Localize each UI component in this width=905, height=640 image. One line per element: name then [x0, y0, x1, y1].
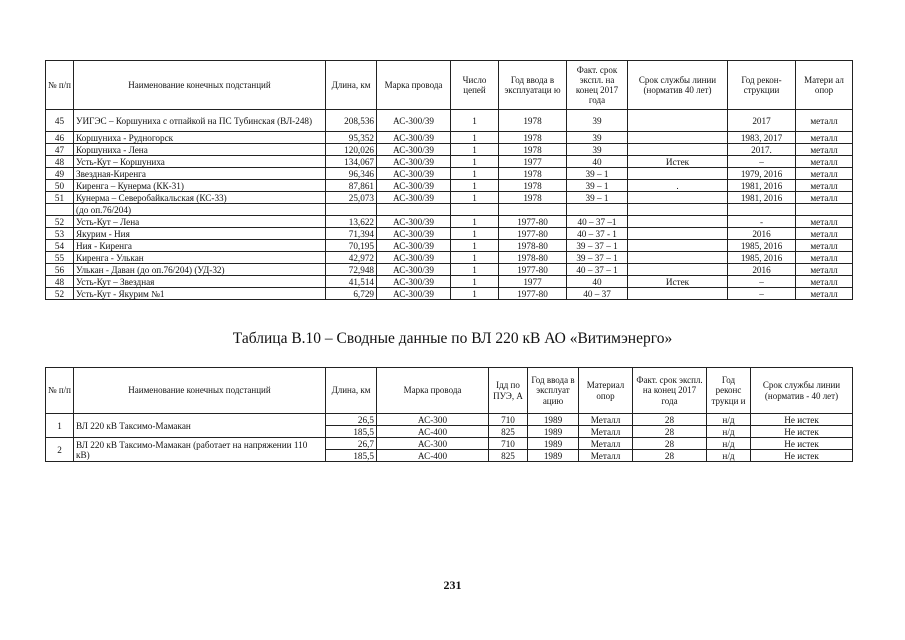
header-cell: Наименование конечных подстанций — [74, 368, 326, 414]
table-cell: 825 — [489, 426, 528, 438]
table-cell: металл — [796, 180, 853, 192]
table-cell: 52 — [46, 216, 74, 228]
table-cell: 28 — [633, 450, 707, 462]
table-caption: Таблица В.10 – Сводные данные по ВЛ 220 кВ АО «Витимэнерго» — [232, 330, 673, 347]
table-cell: металл — [796, 252, 853, 264]
table-cell: металл — [796, 228, 853, 240]
table-cell — [628, 216, 728, 228]
table-cell — [628, 168, 728, 180]
table-cell: 1981, 2016 — [728, 180, 796, 192]
table-cell: 13,622 — [326, 216, 377, 228]
table-cell: 28 — [633, 438, 707, 450]
table-cell: 40 – 37 –1 — [567, 216, 628, 228]
table-cell: АС-300/39 — [377, 240, 451, 252]
table-row — [46, 168, 853, 180]
table-cell: 96,346 — [326, 168, 377, 180]
table-cell: 1985, 2016 — [728, 240, 796, 252]
table-cell: 1978-80 — [499, 252, 567, 264]
table-cell: 1977-80 — [499, 228, 567, 240]
table-cell — [628, 204, 728, 216]
table-cell: АС-300/39 — [377, 216, 451, 228]
table-cell: 1978 — [499, 144, 567, 156]
table-cell: 185,5 — [326, 450, 377, 462]
table-cell: 39 – 37 – 1 — [567, 252, 628, 264]
table-cell: АС-300/39 — [377, 264, 451, 276]
table-cell: 40 – 37 - 1 — [567, 228, 628, 240]
table-cell: Истек — [628, 276, 728, 288]
table-cell: н/д — [707, 426, 751, 438]
table-cell: 46 — [46, 132, 74, 144]
table-cell — [796, 204, 853, 216]
table-cell: 1 — [451, 144, 499, 156]
table-cell: АС-300/39 — [377, 288, 451, 300]
table-cell: Коршуниха - Рудногорск — [74, 132, 326, 144]
header-cell: Факт. срок экспл. на конец 2017 года — [567, 61, 628, 110]
table-cell — [628, 132, 728, 144]
table-cell: Металл — [579, 426, 633, 438]
table-cell: 1 — [451, 180, 499, 192]
table-cell: АС-400 — [377, 450, 489, 462]
table-cell: Усть-Кут – Звездная — [74, 276, 326, 288]
table-row — [46, 438, 853, 450]
table-cell: АС-300/39 — [377, 110, 451, 132]
table-cell: металл — [796, 240, 853, 252]
table-cell: металл — [796, 288, 853, 300]
table-row — [46, 192, 853, 204]
table-cell: 1977-80 — [499, 288, 567, 300]
table-cell: 2017 — [728, 110, 796, 132]
table-cell — [326, 204, 377, 216]
table-cell: 1 — [451, 288, 499, 300]
table-cell: 1 — [451, 216, 499, 228]
table-cell: 54 — [46, 240, 74, 252]
row-number: 2 — [46, 438, 74, 462]
lines-table-2 — [45, 367, 853, 462]
table-cell: 1977-80 — [499, 216, 567, 228]
header-cell: Матери ал опор — [796, 61, 853, 110]
table-row — [46, 204, 853, 216]
table-cell: 185,5 — [326, 426, 377, 438]
table-row — [46, 414, 853, 426]
table-cell: 28 — [633, 426, 707, 438]
table-cell: АС-300/39 — [377, 252, 451, 264]
table-cell: 51 — [46, 192, 74, 204]
header-cell: Год рекон- струкции — [728, 61, 796, 110]
header-cell: Число цепей — [451, 61, 499, 110]
table-cell: 208,536 — [326, 110, 377, 132]
table-cell: АС-400 — [377, 426, 489, 438]
header-cell: Год ввода в эксплуатаци ю — [499, 61, 567, 110]
table-cell: 70,195 — [326, 240, 377, 252]
table-cell: 39 — [567, 110, 628, 132]
table-cell: 1985, 2016 — [728, 252, 796, 264]
table-cell: 40 – 37 — [567, 288, 628, 300]
table-cell: 42,972 — [326, 252, 377, 264]
header-cell: Материал опор — [579, 368, 633, 414]
table-cell: 47 — [46, 144, 74, 156]
table-cell: 1 — [451, 168, 499, 180]
table-cell: 25,073 — [326, 192, 377, 204]
table-cell: 49 — [46, 168, 74, 180]
table-row — [46, 240, 853, 252]
table-cell: . — [628, 180, 728, 192]
table-cell: 48 — [46, 276, 74, 288]
table-cell: 1 — [451, 110, 499, 132]
table-cell: 39 – 1 — [567, 192, 628, 204]
lines-table-1 — [45, 60, 853, 300]
table-cell: Металл — [579, 450, 633, 462]
table-cell: 2016 — [728, 228, 796, 240]
table-cell: 1979, 2016 — [728, 168, 796, 180]
table-cell: металл — [796, 144, 853, 156]
header-cell: Iдд по ПУЭ, А — [489, 368, 528, 414]
table-cell: 72,948 — [326, 264, 377, 276]
table-cell: 1 — [451, 132, 499, 144]
table-cell: Кунерма – Северобайкальская (КС-33) — [74, 192, 326, 204]
table-cell: 1 — [451, 276, 499, 288]
table-cell: металл — [796, 276, 853, 288]
table-cell: – — [728, 276, 796, 288]
table-header-row — [46, 61, 853, 110]
table-cell: Улькан - Даван (до оп.76/204) (УД-32) — [74, 264, 326, 276]
table-cell: 28 — [633, 414, 707, 426]
table-cell — [628, 240, 728, 252]
line-name: ВЛ 220 кВ Таксимо-Мамакан — [74, 414, 326, 438]
table-cell: 1977 — [499, 276, 567, 288]
table-cell: 39 – 1 — [567, 168, 628, 180]
table-cell: 48 — [46, 156, 74, 168]
table-cell: Металл — [579, 438, 633, 450]
table-cell: 1978 — [499, 192, 567, 204]
table-row — [46, 144, 853, 156]
header-cell: Наименование конечных подстанций — [74, 61, 326, 110]
table-cell: 1 — [451, 264, 499, 276]
header-cell: Год реконс трукци и — [707, 368, 751, 414]
table-cell: 40 – 37 – 1 — [567, 264, 628, 276]
table-cell: 1978 — [499, 168, 567, 180]
table-cell: 39 — [567, 132, 628, 144]
table-cell: 41,514 — [326, 276, 377, 288]
table-cell: Не истек — [751, 426, 853, 438]
table-row — [46, 276, 853, 288]
table-cell — [628, 264, 728, 276]
table-cell — [377, 204, 451, 216]
table-cell: металл — [796, 156, 853, 168]
table-cell: металл — [796, 192, 853, 204]
table-row — [46, 132, 853, 144]
table-cell: 6,729 — [326, 288, 377, 300]
table-cell: н/д — [707, 450, 751, 462]
table-cell: АС-300/39 — [377, 192, 451, 204]
table-row — [46, 252, 853, 264]
table-cell: 1981, 2016 — [728, 192, 796, 204]
table-cell — [628, 228, 728, 240]
table-cell: 134,067 — [326, 156, 377, 168]
header-cell: Марка провода — [377, 61, 451, 110]
table-cell: 1983, 2017 — [728, 132, 796, 144]
table-cell — [628, 144, 728, 156]
table-cell: АС-300/39 — [377, 144, 451, 156]
header-cell: Факт. срок экспл. на конец 2017 года — [633, 368, 707, 414]
table-cell: н/д — [707, 438, 751, 450]
table-cell — [628, 110, 728, 132]
table-row — [46, 288, 853, 300]
table-cell — [451, 204, 499, 216]
table-cell: Усть-Кут - Якурим №1 — [74, 288, 326, 300]
table-cell: металл — [796, 168, 853, 180]
table-cell: металл — [796, 132, 853, 144]
table-cell: Усть-Кут – Лена — [74, 216, 326, 228]
table-cell: 39 – 1 — [567, 180, 628, 192]
table-cell: - — [728, 216, 796, 228]
table-row — [46, 228, 853, 240]
table-cell: 2016 — [728, 264, 796, 276]
table-cell: 1978 — [499, 180, 567, 192]
table-cell: Коршуниха - Лена — [74, 144, 326, 156]
table-cell: Звездная-Киренга — [74, 168, 326, 180]
header-cell: Длина, км — [326, 61, 377, 110]
table-cell — [728, 204, 796, 216]
table-cell — [628, 192, 728, 204]
table-cell: 53 — [46, 228, 74, 240]
table-cell: АС-300 — [377, 414, 489, 426]
table-cell: 45 — [46, 110, 74, 132]
table-cell: 1977-80 — [499, 264, 567, 276]
table-cell: АС-300 — [377, 438, 489, 450]
table-cell: 71,394 — [326, 228, 377, 240]
table-cell: 50 — [46, 180, 74, 192]
table-cell: 1978 — [499, 132, 567, 144]
header-cell: Срок службы линии (норматив - 40 лет) — [751, 368, 853, 414]
table-cell: 1989 — [528, 450, 579, 462]
table-cell: н/д — [707, 414, 751, 426]
table-cell — [628, 252, 728, 264]
table-cell: 87,861 — [326, 180, 377, 192]
table-cell: 710 — [489, 414, 528, 426]
table-cell: АС-300/39 — [377, 156, 451, 168]
page-number: 231 — [443, 578, 462, 592]
table-cell: металл — [796, 264, 853, 276]
table-cell: 120,026 — [326, 144, 377, 156]
line-name: ВЛ 220 кВ Таксимо-Мамакан (работает на напряжении 110 кВ) — [74, 438, 326, 462]
table-cell: 1978-80 — [499, 240, 567, 252]
table-cell: металл — [796, 110, 853, 132]
table-cell: Ния - Киренга — [74, 240, 326, 252]
table-cell: 1989 — [528, 414, 579, 426]
table-cell: 52 — [46, 288, 74, 300]
table-cell: Не истек — [751, 438, 853, 450]
header-cell: Срок службы линии (норматив 40 лет) — [628, 61, 728, 110]
table-cell: 55 — [46, 252, 74, 264]
table-row — [46, 264, 853, 276]
table-cell: Не истек — [751, 414, 853, 426]
table-cell — [46, 204, 74, 216]
table-cell: 1 — [451, 192, 499, 204]
table-cell: 1 — [451, 240, 499, 252]
table-cell: 1989 — [528, 438, 579, 450]
table-row — [46, 156, 853, 168]
header-cell: № п/п — [46, 61, 74, 110]
table-cell: – — [728, 156, 796, 168]
table-cell: 1989 — [528, 426, 579, 438]
table-cell — [567, 204, 628, 216]
table-cell: 1 — [451, 252, 499, 264]
table-cell: 26,5 — [326, 414, 377, 426]
table-cell: 1977 — [499, 156, 567, 168]
table-cell: АС-300/39 — [377, 180, 451, 192]
table-cell: 40 — [567, 276, 628, 288]
table-cell: 825 — [489, 450, 528, 462]
table-cell: АС-300/39 — [377, 132, 451, 144]
table-cell: 40 — [567, 156, 628, 168]
table-row — [46, 180, 853, 192]
header-cell: № п/п — [46, 368, 74, 414]
table-cell: 39 — [567, 144, 628, 156]
table-cell: 26,7 — [326, 438, 377, 450]
table-cell: Усть-Кут – Коршуниха — [74, 156, 326, 168]
table-cell: 95,352 — [326, 132, 377, 144]
table-cell: УИГЭС – Коршуниха с отпайкой на ПС Тубинская (ВЛ-248) — [74, 110, 326, 132]
row-number: 1 — [46, 414, 74, 438]
table-row — [46, 216, 853, 228]
table-cell: 39 – 37 – 1 — [567, 240, 628, 252]
table-cell — [499, 204, 567, 216]
table-cell: 710 — [489, 438, 528, 450]
table-cell: 1978 — [499, 110, 567, 132]
table-cell: Киренга – Кунерма (КК-31) — [74, 180, 326, 192]
table-cell: Истек — [628, 156, 728, 168]
table-cell: – — [728, 288, 796, 300]
table-cell: металл — [796, 216, 853, 228]
table-cell: Киренга - Улькан — [74, 252, 326, 264]
table-header-row — [46, 368, 853, 414]
table-cell: 56 — [46, 264, 74, 276]
table-cell: АС-300/39 — [377, 168, 451, 180]
table-cell: Металл — [579, 414, 633, 426]
table-cell: АС-300/39 — [377, 228, 451, 240]
table-row — [46, 110, 853, 132]
header-cell: Длина, км — [326, 368, 377, 414]
table-cell: Не истек — [751, 450, 853, 462]
header-cell: Год ввода в эксплуат ацию — [528, 368, 579, 414]
table-cell: Якурим - Ния — [74, 228, 326, 240]
header-cell: Марка провода — [377, 368, 489, 414]
table-cell — [628, 288, 728, 300]
table-cell: АС-300/39 — [377, 276, 451, 288]
table-cell: 1 — [451, 228, 499, 240]
table-cell: 2017. — [728, 144, 796, 156]
table-cell: (до оп.76/204) — [74, 204, 326, 216]
table-cell: 1 — [451, 156, 499, 168]
